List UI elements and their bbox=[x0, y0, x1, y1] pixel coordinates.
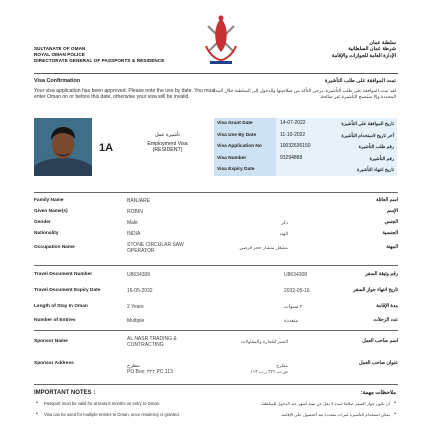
oman-emblem-icon bbox=[196, 12, 246, 68]
visa-info-label-ar: آخر تاريخ لاستخدام التأشيرة bbox=[341, 132, 394, 138]
visa-info-row bbox=[214, 153, 397, 165]
visa-info-value: 11-10-2022 bbox=[280, 131, 306, 138]
visa-confirmation-title: Visa Confirmation bbox=[34, 78, 81, 84]
header-line: سلطنة عمان bbox=[369, 40, 396, 46]
field-value-ar: النصر للتجارة والمقاولات bbox=[241, 339, 288, 344]
field-label-ar: مدة الإقامة bbox=[376, 304, 398, 309]
field-value-alt: ٢ سنوات bbox=[284, 304, 303, 310]
bullet-icon: • bbox=[36, 411, 38, 417]
field-value: Male bbox=[127, 220, 138, 226]
field-label: Gender bbox=[34, 220, 51, 225]
field-value: U8634308 bbox=[127, 272, 151, 278]
field-label-ar: اسم صاحب العمل bbox=[362, 339, 398, 344]
address-line: مطرح bbox=[127, 363, 140, 369]
visa-info-label: Visa Grant Date bbox=[214, 118, 276, 130]
note-item: Passport must be valid for at least 6 months on entry to Oman. bbox=[44, 401, 161, 406]
header-line: SULTANATE OF OMAN bbox=[34, 46, 86, 51]
visa-info-label-ar: رقم التأشيرة bbox=[369, 155, 394, 161]
field-value-alt: U8634308 bbox=[284, 272, 308, 278]
visa-info-label: Visa Expiry Date bbox=[214, 164, 276, 176]
applicant-photo bbox=[34, 118, 92, 176]
visa-info-row bbox=[214, 130, 397, 142]
field-value-ar: ذكر bbox=[281, 220, 288, 225]
field-value: STONE CIRCULAR SAW OPERATOR bbox=[127, 242, 184, 255]
bullet-icon: • bbox=[394, 400, 396, 406]
visa-info-value: 14-07-2022 bbox=[280, 120, 306, 126]
visa-type-name-ar: تأشيرة عمل bbox=[154, 132, 181, 138]
header-arabic bbox=[332, 40, 396, 59]
visa-type-name bbox=[130, 141, 205, 154]
bullet-icon: • bbox=[394, 411, 396, 417]
header-line: الإدارة العامة للجوازات والإقامة bbox=[331, 52, 396, 59]
visa-info-row bbox=[214, 141, 397, 153]
section-divider bbox=[34, 384, 398, 385]
field-label-ar: الجنسية bbox=[382, 231, 398, 236]
section-divider bbox=[34, 330, 398, 331]
field-value: 16-05-2032 bbox=[127, 288, 153, 294]
field-label-ar: الجنس bbox=[384, 220, 398, 225]
visa-info-label-ar: رقم طلب التأشيرة bbox=[358, 144, 394, 150]
field-label-ar: المهنة bbox=[386, 245, 398, 250]
field-label: Number of Entries bbox=[34, 318, 76, 323]
note-item: Visa can be used for multiple entries to Oman, once residency is granted. bbox=[44, 412, 180, 417]
note-item-ar: أن يكون جواز السفر صالحا لمدة لا تقل عن ستة أشهر عند الدخول للسلطنة. bbox=[260, 401, 390, 406]
notes-title: IMPORTANT NOTES : bbox=[34, 390, 96, 396]
field-label-ar: اسم العائلة bbox=[376, 198, 398, 203]
field-label-ar: الإسم bbox=[386, 209, 398, 214]
field-value bbox=[127, 363, 207, 375]
visa-info-value: 10032636150 bbox=[280, 143, 311, 150]
visa-confirmation-title-ar: تمت الموافقة على طلب التأشيرة bbox=[324, 78, 396, 84]
visa-info-value: 93294888 bbox=[280, 154, 303, 161]
field-label-ar: عدد الرحلات bbox=[373, 318, 398, 323]
visa-info-panel bbox=[214, 118, 397, 176]
address-line: PO Box: ٣٢٢ PC 113 bbox=[127, 369, 173, 376]
visa-confirmation-text-ar: لقد تمت الموافقة على طلب التأشيرة، يرجى التأكد من صلاحيتها والدخول إلى السلطنة خلال المدة المحددة وإلا ستصبح التأشيرة غير صالحة. bbox=[213, 88, 396, 100]
header-line: DIRECTORATE GENERAL OF PASSPORTS & RESIDENCE bbox=[34, 58, 165, 64]
visa-info-label: Visa Number bbox=[214, 153, 276, 165]
bullet-icon: • bbox=[36, 400, 38, 406]
header-line: ROYAL OMAN POLICE bbox=[34, 52, 85, 58]
field-value: INDIA bbox=[127, 231, 141, 237]
header-line: شرطة عمان السلطانية bbox=[348, 46, 396, 53]
field-value-ar: الهند bbox=[279, 231, 288, 236]
notes-title-ar: ملاحظات مهمة: bbox=[360, 390, 396, 396]
address-line-ar: مطرح bbox=[276, 363, 288, 368]
header-divider bbox=[34, 73, 398, 74]
section-divider bbox=[34, 192, 398, 193]
field-label: Occupation Name bbox=[34, 245, 75, 250]
field-label: Family Name bbox=[34, 198, 64, 203]
field-label: Given Name(s) bbox=[34, 209, 68, 214]
field-value: BANJARE bbox=[127, 198, 151, 204]
field-label: Nationality bbox=[34, 231, 59, 236]
field-label: Sponsor Name bbox=[34, 339, 68, 344]
visa-status-label: (RESIDENT) bbox=[152, 147, 183, 154]
section-divider bbox=[34, 265, 398, 266]
visa-type-label: Employment Visa bbox=[147, 141, 188, 147]
visa-info-label: Visa Use By Date bbox=[214, 130, 276, 142]
visa-info-row bbox=[214, 118, 397, 130]
field-value-ar bbox=[250, 363, 288, 375]
field-value: 2 Years bbox=[127, 304, 144, 310]
field-value-ar: مشغل منشار حجر قرصي bbox=[239, 245, 288, 250]
visa-info-label-ar: تاريخ الموافقة على التأشيرة bbox=[341, 121, 394, 126]
visa-info-label-ar: تاريخ انتهاء التأشيرة bbox=[357, 167, 394, 173]
field-value: ROBIN bbox=[127, 209, 143, 215]
note-item-ar: يمكن استخدام التأشيرة لمرات متعددة بعد الحصول على الإقامة. bbox=[280, 412, 390, 417]
field-label: Length of Stay In Oman bbox=[34, 304, 88, 309]
address-line-ar: ص.ب ٣٢٢ ر.ب ١١٣ bbox=[250, 369, 288, 374]
field-label: Sponsor Address bbox=[34, 361, 74, 366]
visa-type-code: 1A bbox=[99, 142, 114, 154]
field-value-alt: 2032-05-16 bbox=[284, 288, 310, 294]
field-label-ar: تاريخ انتهاء جواز السفر bbox=[353, 288, 398, 293]
field-label-ar: عنوان صاحب العمل bbox=[358, 361, 398, 366]
header-english bbox=[34, 46, 164, 65]
field-label-ar: رقم وثيقة السفر bbox=[365, 272, 398, 277]
field-label: Travel Document Expiry Date bbox=[34, 288, 101, 293]
visa-info-row bbox=[214, 164, 397, 176]
field-label: Travel Document Number bbox=[34, 272, 93, 277]
field-value: AL NASR TRADING & CONTRACTING bbox=[127, 336, 177, 349]
visa-confirmation-text: Your visa application has been approved. Please note the use by date. You must enter Oman on or before this date, otherwise your visa will be invalid. bbox=[34, 88, 216, 101]
field-value-alt: متعددة bbox=[284, 318, 299, 324]
visa-info-label: Visa Application No bbox=[214, 141, 276, 153]
field-value: Multiple bbox=[127, 318, 145, 324]
